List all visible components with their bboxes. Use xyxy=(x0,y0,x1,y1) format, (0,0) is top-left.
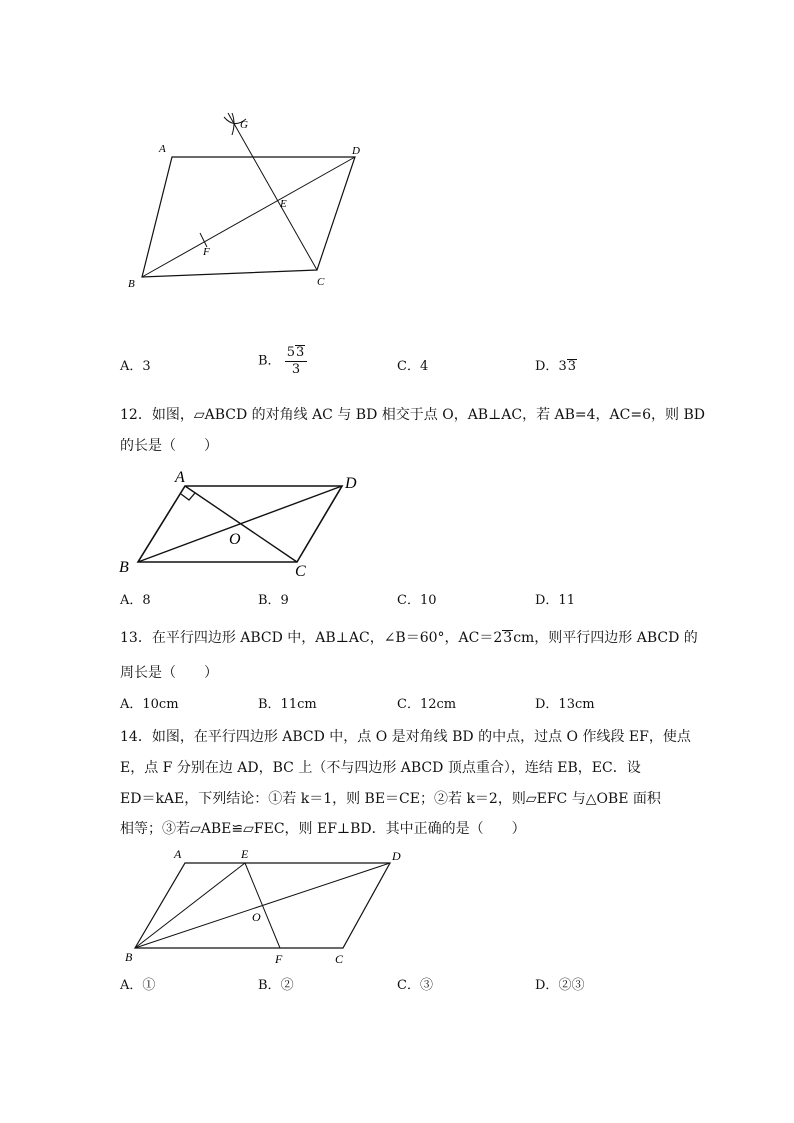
right-angle-mark xyxy=(181,493,195,500)
fraction: $\frac{53}{3}$ xyxy=(285,345,308,378)
q11-option-c: C．4 xyxy=(397,359,429,374)
q13-option-c: C．12cm xyxy=(397,697,457,712)
label-F: F xyxy=(203,246,210,258)
q14-option-c: C．③ xyxy=(397,978,433,993)
diagonal-bd xyxy=(138,486,342,562)
label-E: E xyxy=(241,847,249,861)
figure-q12-parallelogram xyxy=(115,468,375,580)
q12-line2: 的长是（ ） xyxy=(120,438,218,454)
q11-option-a: A．3 xyxy=(120,359,151,374)
figure-q14-parallelogram xyxy=(115,843,415,971)
q13-option-d: D．13cm xyxy=(535,697,595,712)
label-O: O xyxy=(229,531,241,548)
q14-line4: 相等；③若▱ABE≌▱FEC，则 EF⊥BD．其中正确的是（ ） xyxy=(120,821,526,837)
label-B: B xyxy=(119,559,129,576)
q14-line2: E，点 F 分别在边 AD，BC 上（不与四边形 ABCD 顶点重合），连结 EB，EC．设 xyxy=(120,760,641,776)
label-A: A xyxy=(174,847,182,861)
label-C: C xyxy=(335,952,344,966)
figure-parallelogram-construction xyxy=(110,105,380,305)
q12-option-c: C．10 xyxy=(397,593,437,608)
segment-ef xyxy=(245,863,280,948)
q11-option-b: B． $\frac{53}{3}$ xyxy=(258,345,307,378)
q13-line2: 周长是（ ） xyxy=(120,665,218,681)
q13-option-a: A．10cm xyxy=(120,697,179,712)
arc-mark-g2 xyxy=(232,113,234,135)
label-C: C xyxy=(295,563,306,580)
label-D: D xyxy=(352,145,360,157)
label-F: F xyxy=(275,952,283,966)
label-E: E xyxy=(280,198,287,210)
q12-option-a: A．8 xyxy=(120,593,151,608)
q11-option-d: D．33 xyxy=(535,359,576,374)
q12-option-d: D．11 xyxy=(535,593,575,608)
label-B: B xyxy=(128,278,135,290)
q12-line1: 12．如图，▱ABCD 的对角线 AC 与 BD 相交于点 O，AB⊥AC，若 AB=4，AC=6，则 BD xyxy=(120,407,705,423)
label-D: D xyxy=(345,475,357,492)
bisector-line xyxy=(228,113,317,270)
label-B: B xyxy=(125,950,133,964)
label-C: C xyxy=(317,276,325,288)
label-O: O xyxy=(252,910,261,924)
q13-line1: 13．在平行四边形 ABCD 中，AB⊥AC，∠B＝60°，AC＝23cm，则平行四边形 ABCD 的 xyxy=(120,630,698,646)
q14-line3: ED＝kAE，下列结论：①若 k＝1，则 BE＝CE；②若 k＝2，则▱EFC 与△OBE 面积 xyxy=(120,791,661,807)
segment-be xyxy=(135,863,245,948)
q13-option-b: B．11cm xyxy=(258,697,317,712)
q12-option-b: B．9 xyxy=(258,593,289,608)
q14-option-d: D．②③ xyxy=(535,978,585,993)
label-G: G xyxy=(240,119,248,131)
diagonal-bd xyxy=(142,157,355,277)
q14-line1: 14．如图，在平行四边形 ABCD 中，点 O 是对角线 BD 的中点，过点 O 作线段 EF，使点 xyxy=(120,729,691,745)
q14-option-a: A．① xyxy=(120,978,156,993)
label-A: A xyxy=(159,143,166,155)
q14-option-b: B．② xyxy=(258,978,294,993)
label-A: A xyxy=(175,469,185,486)
arc-mark-f xyxy=(200,233,207,247)
label-D: D xyxy=(392,849,401,863)
